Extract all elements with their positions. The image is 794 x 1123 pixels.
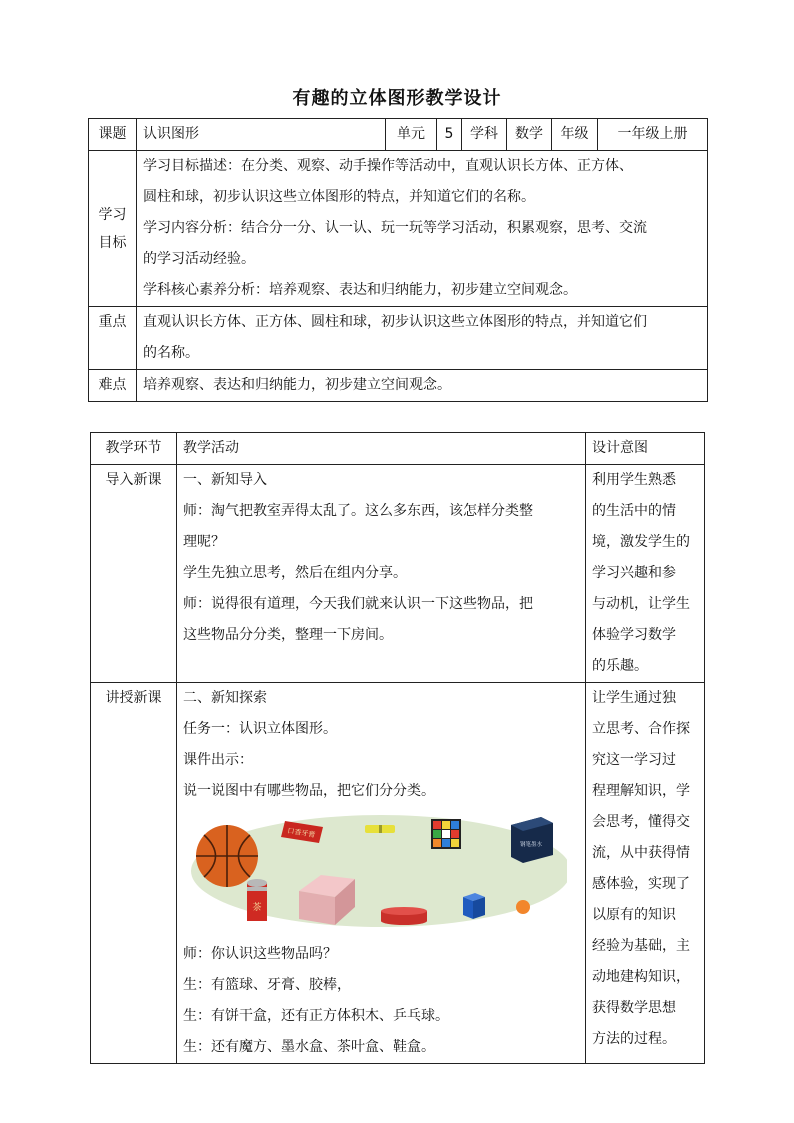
- activity-line: 生：还有魔方、墨水盒、茶叶盒、鞋盒。: [183, 1039, 435, 1055]
- difficulty-row: [89, 370, 708, 402]
- goals-row: [89, 151, 708, 307]
- glue-stick-icon: [365, 825, 395, 833]
- unit-value: 5: [437, 119, 462, 151]
- activity-line: 生：有饼干盒，还有正方体积木、乒乓球。: [183, 1008, 449, 1024]
- header-activity: 教学活动: [177, 433, 586, 465]
- plan-header-row: [91, 433, 705, 465]
- intent-line: 的生活中的情: [592, 503, 676, 519]
- intent-line: 体验学习数学: [592, 627, 676, 643]
- intent-line: 获得数学思想: [592, 1000, 676, 1016]
- tea-can-icon: [247, 879, 267, 921]
- subject-value: 数学: [507, 119, 552, 151]
- goals-line: 学科核心素养分析：培养观察、表达和归纳能力，初步建立空间观念。: [143, 282, 577, 298]
- unit-label: 单元: [386, 119, 437, 151]
- intent-line: 流，从中获得情: [592, 845, 690, 861]
- goals-line: 圆柱和球，初步认识这些立体图形的特点，并知道它们的名称。: [143, 189, 535, 205]
- topic-value: 认识图形: [137, 119, 386, 151]
- topic-row: [89, 119, 708, 151]
- activity-line: 二、新知探索: [183, 690, 267, 706]
- plan-row-intro: [91, 465, 705, 683]
- intent-line: 程理解知识，学: [592, 783, 690, 799]
- key-line: 的名称。: [143, 345, 199, 361]
- key-row: [89, 307, 708, 370]
- difficulty-content: 培养观察、表达和归纳能力，初步建立空间观念。: [137, 370, 708, 402]
- activity-line: 师：淘气把教室弄得太乱了。这么多东西，该怎样分类整: [183, 503, 533, 519]
- intent-line: 让学生通过独: [592, 690, 676, 706]
- tea-can-label: 茶: [252, 903, 262, 913]
- document-title: 有趣的立体图形教学设计: [292, 88, 502, 109]
- intent-line: 方法的过程。: [592, 1031, 676, 1047]
- intent-line: 以原有的知识: [592, 907, 676, 923]
- activity-intro: [177, 465, 586, 683]
- intent-new: [586, 683, 705, 1064]
- plan-row-new: [91, 683, 705, 1064]
- intent-line: 利用学生熟悉: [592, 472, 676, 488]
- ink-box-label: 钢笔墨水: [519, 842, 543, 848]
- ink-box-icon: [511, 817, 553, 863]
- goals-line: 学习内容分析：结合分一分、认一认、玩一玩等学习活动，积累观察，思考、交流: [143, 220, 647, 236]
- intent-line: 学习兴趣和参: [592, 565, 676, 581]
- intent-line: 究这一学习过: [592, 752, 676, 768]
- intent-line: 的乐趣。: [592, 658, 648, 674]
- intent-line: 动地建构知识，: [592, 969, 690, 985]
- topic-label: 课题: [89, 119, 137, 151]
- goals-line: 学习目标描述：在分类、观察、动手操作等活动中，直观认识长方体、正方体、: [143, 158, 633, 174]
- intent-line: 经验为基础，主: [592, 938, 690, 954]
- activity-line: 学生先独立思考，然后在组内分享。: [183, 565, 407, 581]
- intent-line: 感体验，实现了: [592, 876, 690, 892]
- stage-intro: 导入新课: [91, 465, 177, 683]
- difficulty-label: 难点: [89, 370, 137, 402]
- subject-label: 学科: [462, 119, 507, 151]
- key-line: 直观认识长方体、正方体、圆柱和球，初步认识这些立体图形的特点，并知道它们: [143, 314, 647, 330]
- goals-line: 的学习活动经验。: [143, 251, 255, 267]
- activity-line: 这些物品分分类，整理一下房间。: [183, 627, 393, 643]
- grade-label: 年级: [552, 119, 598, 151]
- intent-line: 境，激发学生的: [592, 534, 690, 550]
- basketball-icon: [196, 825, 258, 887]
- intent-line: 立思考、合作探: [592, 721, 690, 737]
- goals-content: [137, 151, 708, 307]
- intent-line: 会思考，懂得交: [592, 814, 690, 830]
- rubiks-cube-icon: [431, 819, 461, 849]
- activity-new: [177, 683, 586, 1064]
- cylinder-block-icon: [381, 907, 427, 925]
- objects-illustration: [189, 813, 567, 933]
- key-content: [137, 307, 708, 370]
- activity-line: 任务一：认识立体图形。: [183, 721, 337, 737]
- goals-label-line1: 学习: [98, 206, 127, 223]
- intent-intro: [586, 465, 705, 683]
- lesson-info-table: [88, 118, 708, 402]
- activity-line: 师：你认识这些物品吗？: [183, 946, 337, 962]
- activity-line: 师：说得很有道理，今天我们就来认识一下这些物品，把: [183, 596, 533, 612]
- grade-value: 一年级上册: [598, 119, 708, 151]
- activity-line: 一、新知导入: [183, 472, 267, 488]
- goals-label: [89, 151, 137, 307]
- activity-line: 理呢？: [183, 534, 225, 550]
- toothpaste-label: 口香牙膏: [286, 826, 316, 840]
- ping-pong-ball-icon: [516, 900, 530, 914]
- cube-block-icon: [463, 893, 485, 919]
- teaching-plan-table: [90, 432, 705, 1064]
- activity-line: 说一说图中有哪些物品，把它们分分类。: [183, 783, 435, 799]
- goals-label-line2: 目标: [98, 234, 127, 251]
- key-label: 重点: [89, 307, 137, 370]
- intent-line: 与动机，让学生: [592, 596, 690, 612]
- stage-new: 讲授新课: [91, 683, 177, 1064]
- header-stage: 教学环节: [91, 433, 177, 465]
- activity-line: 生：有篮球、牙膏、胶棒，: [183, 977, 351, 993]
- activity-line: 课件出示：: [183, 752, 253, 768]
- header-intent: 设计意图: [586, 433, 705, 465]
